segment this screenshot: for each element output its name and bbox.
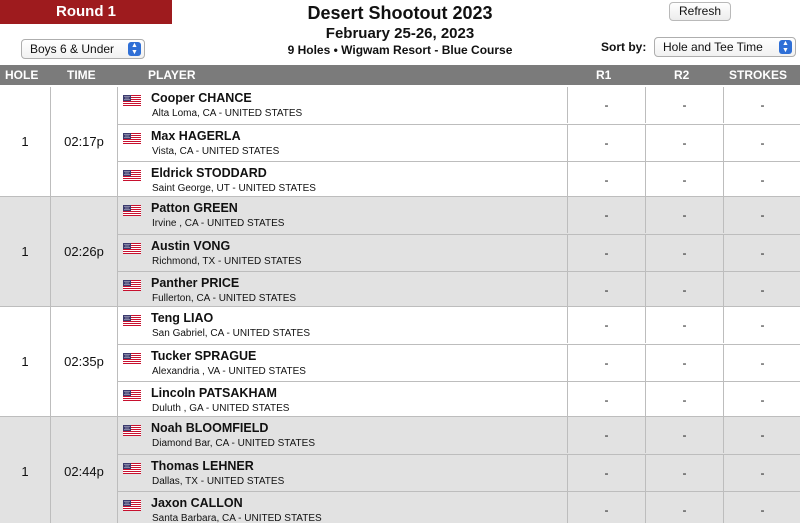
r1-score: - [567, 87, 645, 123]
sort-label: Sort by: [601, 40, 647, 54]
r2-score: - [645, 272, 723, 308]
tee-time-cell: 02:44p [50, 417, 117, 523]
column-header-hole[interactable]: HOLE [5, 68, 39, 82]
strokes-total: - [723, 345, 800, 381]
player-row[interactable] [117, 344, 800, 381]
strokes-total: - [723, 382, 800, 418]
group-players [117, 87, 800, 197]
player-name[interactable]: Jaxon CALLON [151, 496, 243, 510]
player-location: Fullerton, CA - UNITED STATES [152, 293, 297, 304]
player-name[interactable]: Noah BLOOMFIELD [151, 421, 269, 435]
strokes-total: - [723, 235, 800, 271]
tee-time-group [0, 87, 800, 197]
r2-score: - [645, 417, 723, 453]
sort-select[interactable] [654, 37, 796, 57]
strokes-total: - [723, 272, 800, 308]
hole-cell: 1 [21, 134, 29, 149]
strokes-total: - [723, 417, 800, 453]
us-flag-icon [123, 498, 141, 509]
r1-score: - [567, 455, 645, 491]
r2-score: - [645, 382, 723, 418]
tournament-title: Desert Shootout 2023 [307, 3, 493, 23]
player-location: Saint George, UT - UNITED STATES [152, 183, 316, 194]
r2-score: - [645, 307, 723, 343]
table-header [0, 65, 800, 85]
strokes-total: - [723, 87, 800, 123]
us-flag-icon [123, 461, 141, 472]
strokes-total: - [723, 492, 800, 523]
r1-score: - [567, 345, 645, 381]
r1-score: - [567, 197, 645, 233]
player-location: Richmond, TX - UNITED STATES [152, 256, 302, 267]
player-location: Santa Barbara, CA - UNITED STATES [152, 513, 322, 523]
r2-score: - [645, 87, 723, 123]
tee-time-group [0, 417, 800, 523]
select-caret-icon: ▲ ▼ [779, 40, 792, 54]
player-row[interactable] [117, 234, 800, 271]
hole-cell: 1 [21, 464, 29, 479]
group-players [117, 307, 800, 417]
us-flag-icon [123, 241, 141, 252]
strokes-total: - [723, 162, 800, 198]
hole-cell: 1 [21, 244, 29, 259]
group-players [117, 417, 800, 523]
strokes-total: - [723, 125, 800, 161]
player-row[interactable] [117, 87, 800, 124]
player-location: Alexandria , VA - UNITED STATES [152, 366, 306, 377]
r2-score: - [645, 235, 723, 271]
us-flag-icon [123, 278, 141, 289]
player-name[interactable]: Austin VONG [151, 239, 231, 253]
column-header-strokes[interactable]: STROKES [729, 68, 788, 82]
player-name[interactable]: Max HAGERLA [151, 129, 241, 143]
course-info: 9 Holes • Wigwam Resort - Blue Course [287, 43, 513, 57]
r1-score: - [567, 235, 645, 271]
tee-time-cell: 02:26p [50, 197, 117, 307]
r1-score: - [567, 125, 645, 161]
column-header-r2[interactable]: R2 [674, 68, 690, 82]
tee-time-cell: 02:17p [50, 87, 117, 197]
us-flag-icon [123, 313, 141, 324]
refresh-button[interactable]: Refresh [669, 2, 731, 21]
player-row[interactable] [117, 491, 800, 523]
player-location: Duluth , GA - UNITED STATES [152, 403, 290, 414]
tee-time-cell: 02:35p [50, 307, 117, 417]
us-flag-icon [123, 131, 141, 142]
select-caret-icon: ▲ ▼ [128, 42, 141, 56]
column-header-player[interactable]: PLAYER [148, 68, 196, 82]
r1-score: - [567, 307, 645, 343]
player-name[interactable]: Patton GREEN [151, 201, 238, 215]
player-location: San Gabriel, CA - UNITED STATES [152, 328, 311, 339]
r2-score: - [645, 162, 723, 198]
r2-score: - [645, 197, 723, 233]
player-name[interactable]: Lincoln PATSAKHAM [151, 386, 277, 400]
player-location: Diamond Bar, CA - UNITED STATES [152, 438, 316, 449]
player-location: Alta Loma, CA - UNITED STATES [152, 108, 303, 119]
player-row[interactable] [117, 161, 800, 198]
column-header-time[interactable]: TIME [67, 68, 96, 82]
tee-time-group [0, 197, 800, 307]
player-row[interactable] [117, 271, 800, 308]
player-row[interactable] [117, 381, 800, 418]
player-row[interactable] [117, 307, 800, 344]
r2-score: - [645, 345, 723, 381]
r1-score: - [567, 417, 645, 453]
player-location: Vista, CA - UNITED STATES [152, 146, 280, 157]
leaderboard-header [0, 0, 800, 65]
r2-score: - [645, 455, 723, 491]
player-row[interactable] [117, 454, 800, 491]
strokes-total: - [723, 455, 800, 491]
division-select-value: Boys 6 & Under [30, 42, 115, 56]
player-row[interactable] [117, 197, 800, 234]
tee-time-group [0, 307, 800, 417]
division-select[interactable] [21, 39, 145, 59]
player-name[interactable]: Teng LIAO [151, 311, 214, 325]
player-name[interactable]: Eldrick STODDARD [151, 166, 267, 180]
r2-score: - [645, 492, 723, 523]
player-location: Dallas, TX - UNITED STATES [152, 476, 285, 487]
group-players [117, 197, 800, 307]
us-flag-icon [123, 203, 141, 214]
strokes-total: - [723, 197, 800, 233]
us-flag-icon [123, 93, 141, 104]
player-name[interactable]: Tucker SPRAGUE [151, 349, 257, 363]
us-flag-icon [123, 388, 141, 399]
player-row[interactable] [117, 417, 800, 454]
us-flag-icon [123, 423, 141, 434]
player-name[interactable]: Cooper CHANCE [151, 91, 252, 105]
r1-score: - [567, 162, 645, 198]
us-flag-icon [123, 168, 141, 179]
strokes-total: - [723, 307, 800, 343]
player-name[interactable]: Panther PRICE [151, 276, 240, 290]
r1-score: - [567, 382, 645, 418]
r2-score: - [645, 125, 723, 161]
player-row[interactable] [117, 124, 800, 161]
us-flag-icon [123, 351, 141, 362]
tournament-dates: February 25-26, 2023 [325, 25, 475, 42]
player-location: Irvine , CA - UNITED STATES [152, 218, 285, 229]
player-name[interactable]: Thomas LEHNER [151, 459, 254, 473]
r1-score: - [567, 492, 645, 523]
sort-select-value: Hole and Tee Time [663, 40, 763, 54]
r1-score: - [567, 272, 645, 308]
hole-cell: 1 [21, 354, 29, 369]
column-header-r1[interactable]: R1 [596, 68, 612, 82]
round-tab[interactable]: Round 1 [0, 0, 172, 24]
